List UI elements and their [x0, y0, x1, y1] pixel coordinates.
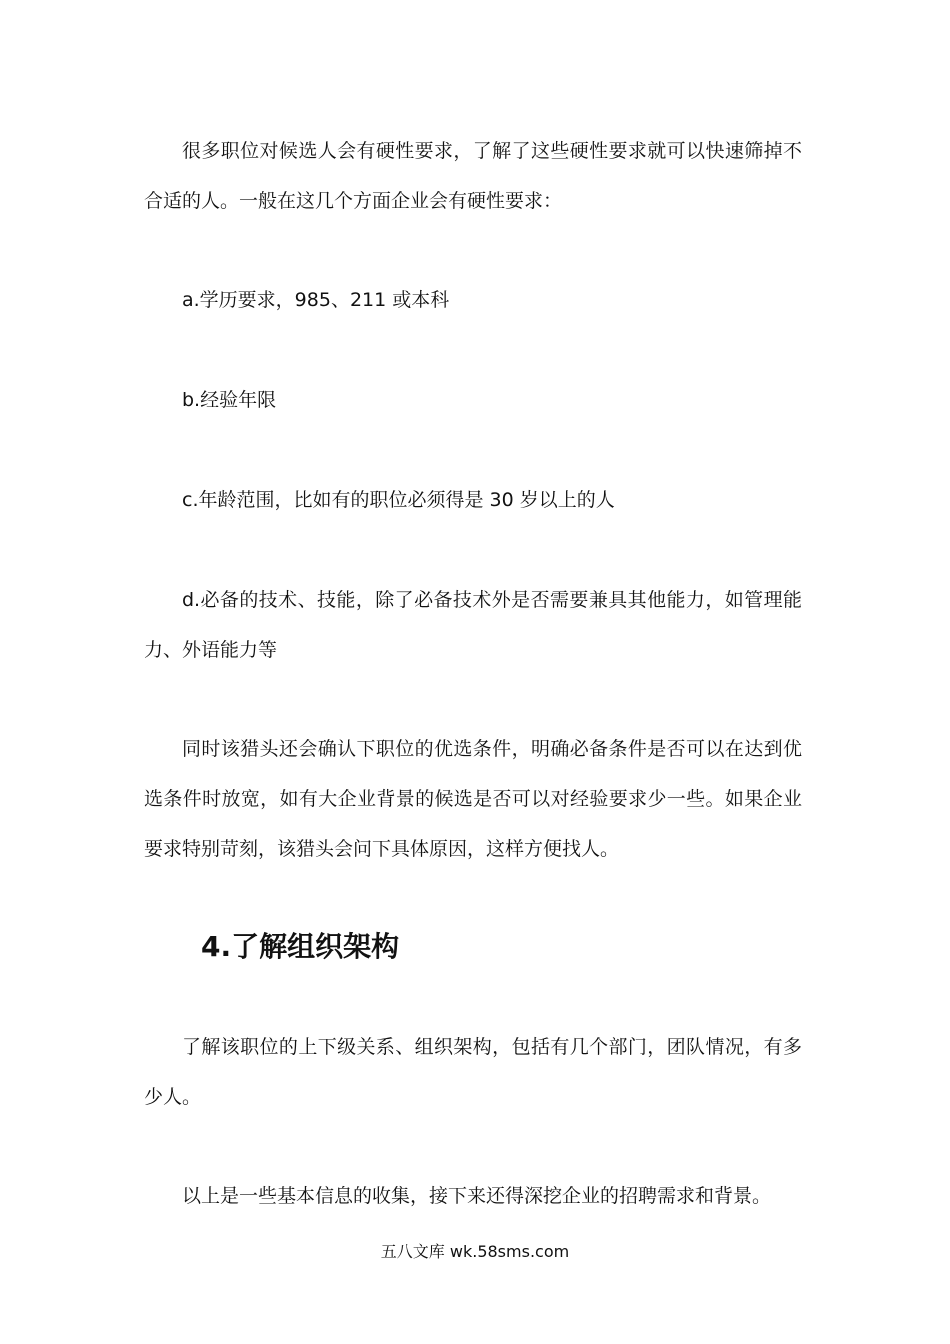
- footer-watermark: 五八文库 wk.58sms.com: [380, 1242, 570, 1261]
- list-item-age-range: c.年龄范围，比如有的职位必须得是 30 岁以上的人: [182, 489, 615, 511]
- paragraph-org-structure: 了解该职位的上下级关系、组织架构，包括有几个部门，团队情况，有多少人。: [144, 1036, 802, 1108]
- list-item-experience: b.经验年限: [182, 389, 277, 411]
- paragraph-hard-requirements: 很多职位对候选人会有硬性要求，了解了这些硬性要求就可以快速筛掉不合适的人。一般在这几个方面企业会有硬性要求：: [144, 140, 802, 212]
- section-heading-org-structure: 4.了解组织架构: [201, 930, 400, 963]
- list-item-education: a.学历要求，985、211 或本科: [182, 289, 450, 311]
- paragraph-preferred-conditions: 同时该猎头还会确认下职位的优选条件，明确必备条件是否可以在达到优选条件时放宽，如有大企业背景的候选是否可以对经验要求少一些。如果企业要求特别苛刻，该猎头会问下具体原因，这样方便找人。: [144, 738, 802, 860]
- paragraph-summary: 以上是一些基本信息的收集，接下来还得深挖企业的招聘需求和背景。: [182, 1185, 772, 1207]
- list-item-skills: d.必备的技术、技能，除了必备技术外是否需要兼具其他能力，如管理能力、外语能力等: [144, 589, 802, 661]
